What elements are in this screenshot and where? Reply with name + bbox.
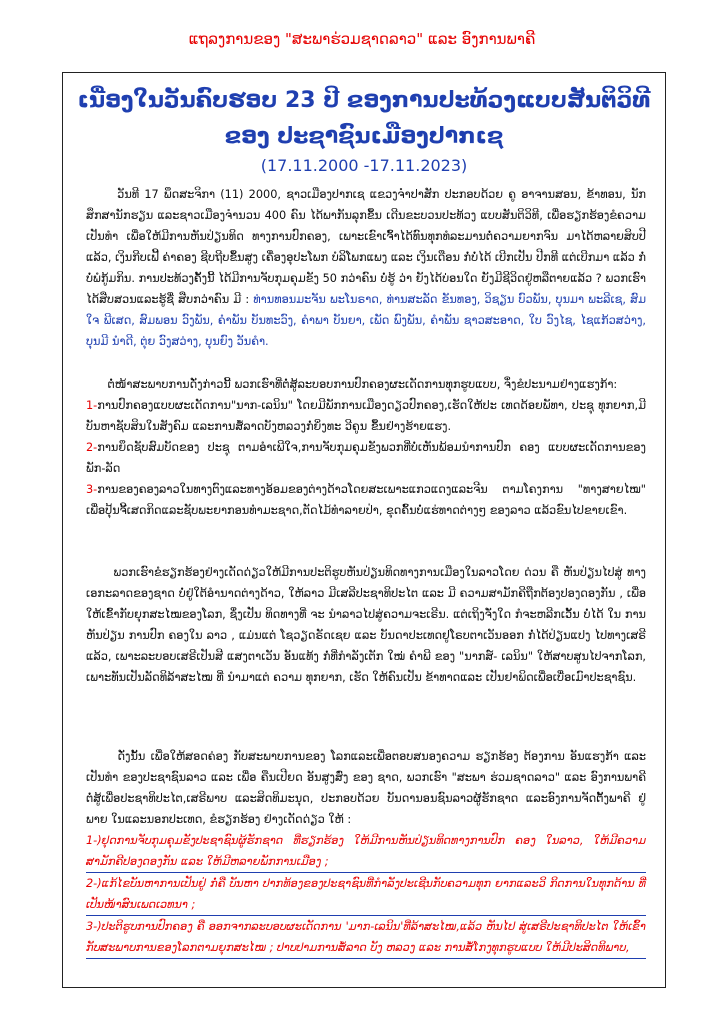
list-item-text: ການປົກຄອງແບບຜະເດັດການ"ນາກ-ເລນິນ" ໂດຍມີພັກການເມືອງດຽວປົກຄອງ,ເຮັດໃຫ້ປະ ເທດດ້ອຍພັທາ, ປະຊຸ ທຸກຍາກ,ມີບັນຫາຊັບສິນໃນສັງຄົມ ແລະການສໍ້ລາດບັງຫລວງກໍ່ຍິ່ງທະ ວີຄູນ ຂຶ້ນຢ່າງຮ້າຍແຮງ. xyxy=(86,399,646,433)
paragraph-2 xyxy=(86,374,646,521)
list-item-number: 1- xyxy=(86,399,98,412)
paragraph-4-intro xyxy=(86,746,646,830)
list-item xyxy=(86,479,646,521)
paragraph-2-intro xyxy=(86,374,646,395)
list-item-number: 2- xyxy=(86,441,98,454)
paragraph-1 xyxy=(86,184,646,352)
statement-header: ແຖລງການຂອງ "ສະພາຮ່ວມຊາດລາວ" ແລະ ອົງການພາຄີ xyxy=(188,30,536,48)
detainee-names: ທ່ານທອນມະຈັນ ພະໂນຣາດ, ທ່ານສະລັດ ຂັນທອງ, ວິຊຽນ ບົວພັນ, ບຸນມາ ພະລີເຊ, ສົມໃຈ ພີເສດ, ສົມພອນ ວົງພັນ, ຄຳພັນ ບັນທະວົງ, ຄຳພາ ບັນຍາ, ເພັດ ພົງພັນ, ຄຳພັນ ຊາວສະອາດ, ໃບ ວົງໄຊ, ໄຊແກ້ວສວ່າງ, ບຸນມີ ນຳດີ, ຕຸ່ຍ ວົງສວ່າງ, ບຸນຍົງ ວັນຄຳ. xyxy=(86,293,646,348)
title-line-2: ຂອງ ປະຊາຊົນເມືອງປາກເຊ xyxy=(224,124,504,149)
list-item xyxy=(86,395,646,437)
demand-item: 2-)ແກ້ໄຂບັນຫາການເປັນຢູ່ ກໍ່ຄື ບັນຫາ ປາກທ້ອງຂອງປະຊາຊົນທີ່ກຳລັງປະເຊີນກັບຄວາມທຸກ ຍາກແລະວິ ກິດການໃນທຸກດ້ານ ທີ່ເປັນໜ້າສົນເພດເວທນາ ; xyxy=(86,873,646,916)
paragraph-4 xyxy=(86,746,646,959)
paragraph-4-intro-text: ດັ່ງນັ້ນ ເພື່ອໃຫ້ສອດຄ່ອງ ກັບສະພາບການຂອງ ໂລກແລະເພື່ອຕອບສນອງຄວາມ ຮຽກຮ້ອງ ຕ້ອງການ ອັນແຮງກ້າ ແລະ ເປັນທຳ ຂອງປະຊາຊົນລາວ ແລະ ເພື່ອ ຄືນເປີຍດ ອັນສູງສົ່ງ ຂອງ ຊາດ, ພວກເຮົາ "ສະພາ ຮ່ວມຊາດລາວ" ແລະ ອົງການພາຄີ ຕໍ່ສູ້ເພື່ອປະຊາທິປະໄຕ,ເສຣີພາບ ແລະສິດທິມະນຸດ, ປະກອບດ້ວຍ ບັນດານອນຊົນລາວຜູ້ຮັກຊາດ ແລະອົງການຈັດຕັ້ງພາຄີ ຢູ່ພາຍ ໃນແລະນອກປະເທດ, ຂໍຮຽກຮ້ອງ ຢ່າງເດັດດ່ຽວ ໃຫ້ : xyxy=(86,750,646,826)
list-item xyxy=(86,437,646,479)
list-item-number: 3- xyxy=(86,483,98,496)
demand-item: 3-)ປະຕິຮູບການປົກຄອງ ຄື ອອກຈາກລະບອບຜະເດັດການ 'ມາກ-ເລນິນ'ທີ່ລ້າສະໄໝ,ແລ້ວ ຫັນໄປ ສູ່ເສຣີປະຊາທິປະໄຕ ໃຫ້ເຂົ້າກັບສະພາບການຂອງໂລກຕາມຍຸກສະໄໝ ; ປາບປາມການສໍ້ລາດ ບັງ ຫລວງ ແລະ ການສໍ້ໂກງທຸກຮູບແບບ ໃຫ້ມີປະສິດທິພາບ, xyxy=(86,916,646,959)
paragraph-1-text: ວັນທີ 17 ພຶດສະຈິກາ (11) 2000, ຊາວເມືອງປາກເຊ ແຂວງຈຳປາສັກ ປະກອບດ້ວຍ ຄູ ອາຈານສອນ, ຂ້າທອນ, ນັກສຶກສານັກຮຽນ ແລະຊາວເມືອງຈຳນວນ 400 ຄົນ ໄດ້ພາກັນລຸກຂຶ້ນ ເດີນຂະບວນປະທ້ວງ ແບບສັນຕິວິທີ, ເພື່ອຮຽກຮ້ອງຂໍຄວາມເປັນທຳ ເພື່ອໃຫ້ມີການຫັນປ່ຽນທິດ ທາງການປົກຄອງ, ເພາະເຂົາເຈົ້າໄດ້ທົນທຸກທໍລະມານຕໍ່ຄວາມຍາກຈົນ ມາໄດ້ຫລາຍສິບປີ ແລ້ວ, ເງິນກີບເຟີ້ ຄ່າຄອງ ຊີບຖີບຂຶ້ນສູງ ເຄື່ອງອຸປະໂພກ ບໍລິໂພກແພງ ແລະ ເງິນເດືອນ ກໍ່ບໍ່ໄດ້ ເບີກເປັນ ປີກທີ ແຕ່ເບີກມາ ແລ້ວ ກໍ່ບໍ່ພໍກູ້ມກິນ. ການປະທ້ວງຄັ້ງນີ້ ໄດ້ມີການຈັບກຸມຄຸມຂັງ 50 ກວ່າຄົນ ບໍ່ຮູ້ ວ່າ ຍັງໄດ້ບ່ອນໃດ ຍັງມີຊີວິດຢູ່ຫລືຕາຍແລ້ວ ? ພວກເຮົາໄດ້ສືບສວນແລະຮູ້ຊື່ ສືບກວ່າຄົນ ມີ : xyxy=(86,188,646,306)
paragraph-3-text: ພວກເຮົາຂໍຮຽກຮ້ອງຢ່າງເດັດດ່ຽວໃຫ້ມີການປະຕິຮູບຫັນປ່ຽນທິດທາງການເມືອງໃນລາວໂດຍ ດ່ວນ ຄື ຫັນປ່ຽນໄປສູ່ ທາງເອກະລາດຂອງຊາດ ບໍ່ຢູ່ໃຕ້ອຳນາດຕ່າງດ້າວ, ໃຫ້ລາວ ມີເສລີປະຊາທິປະໄຕ ແລະ ມີ ຄວາມສາມັກຄີຖືກຕ້ອງປອງດອງກັນ , ເພື່ອ ໃຫ້ເຂົ້າກັບຍຸກສະໄໝຂອງໂລກ, ຊຶ່ງເປັນ ທິດທາງທີ່ ຈະ ນຳລາວໄປສູ່ຄວາມຈະເຣີນ. ແຕ່ເຖິງຈັ່ງໃດ ກໍຈະຫລີກເວັ້ນ ບໍ່ໄດ້ ໃນ ການຫັນປ່ຽນ ການປົກ ຄອງໃນ ລາວ , ແມ່ນແຕ່ ໂຊວຽດຣັດເຊຍ ແລະ ບັນດາປະເທດຢູໂຣບຕາເວັນອອກ ກໍ່ໄດ້ປ່ຽນແປງ ໄປທາງເສຣີ ແລ້ວ, ເພາະລະບອບເສຣີເປັນສີ ແສງຕາເວັນ ອັນແທ້ງ ກໍ່ທີ່ກຳລັງເຕັກ ໃໝ່ ຄຳພີ ຂອງ "ນາກສ໌- ເລນິນ" ໃຫ້ສາບສູນໄປຈາກໂລກ, ເພາະທັນເປັນລັດທິລ້າສະໄໝ ທີ່ ນຳມາແຕ່ ຄວາມ ທຸກຍາກ, ເຮັດ ໃຫ້ຄົນເປັນ ຂ້າທາດແລະ ເປັນຢາພິດເພື່ອເບື່ອເມົາປະຊາຊົນ. xyxy=(86,566,646,684)
title-line-1: ເນື່ອງໃນວັນຄົບຮອບ 23 ປີ ຂອງການປະທ້ວງແບບສັນຕິວິທີ xyxy=(77,88,651,113)
list-item-text: ການຍຶດຊັບສົມບັດຂອງ ປະຊຸ ຕາມອຳເພີໃຈ,ການຈັບກຸມຄຸມຂັງພວກທີ່ບໍ່ເຫັນພ້ອມນຳການປົກ ຄອງ ແບບຜະເດັດການຂອງພັກ-ລັດ xyxy=(86,441,646,475)
demand-item: 1-)ຢຸດການຈັບກຸມຄຸມຂັງປະຊາຊົນຜູ້ຮັກຊາດ ທີ່ຮຽກຮ້ອງ ໃຫ້ມີການຫັນປ່ຽນທິດທາງການປົກ ຄອງ ໃນລາວ, ໃຫ້ມີຄວາມສາມັກຄີປອງດອງກັນ ແລະ ໃຫ້ມີຫລາຍພັກການເມືອງ ; xyxy=(86,830,646,873)
list-item-text: ການຂອງຄອງລາວໃນທາງຕົງແລະທາງອ້ອມຂອງຕ່າງດ້າວໂດຍສະເພາະແກວແດງແລະຈີນ ຕາມໂຄງການ "ທາງສາຍໄໝ" ເພື່ອປຸ້ນຈີ້ເສດກິດແລະຊັບພະຍາກອນທຳມະຊາດ,ຕັດໄມ້ທຳລາຍປ່າ, ຂຸດຄົ້ນບໍ່ແຮ່ທາດຕ່າງໆ ຂອງລາວ ແລ້ວຂົນໄປຂາຍເຂົາ. xyxy=(86,483,646,517)
paragraph-2-intro-text: ຕໍ່ໜ້າສະພາບການດັ່ງກ່າວນີ້ ພວກເຮົາທີ່ຕໍ່ສູ້ລະບອບການປົກຄອງຜະເດັດການທຸກຮູບແບບ, ຈຶ່ງຂໍປະນາມຢ່າງແຮງກ້າ: xyxy=(107,378,618,391)
date-range: (17.11.2000 -17.11.2023) xyxy=(260,156,468,175)
paragraph-3 xyxy=(86,562,646,688)
